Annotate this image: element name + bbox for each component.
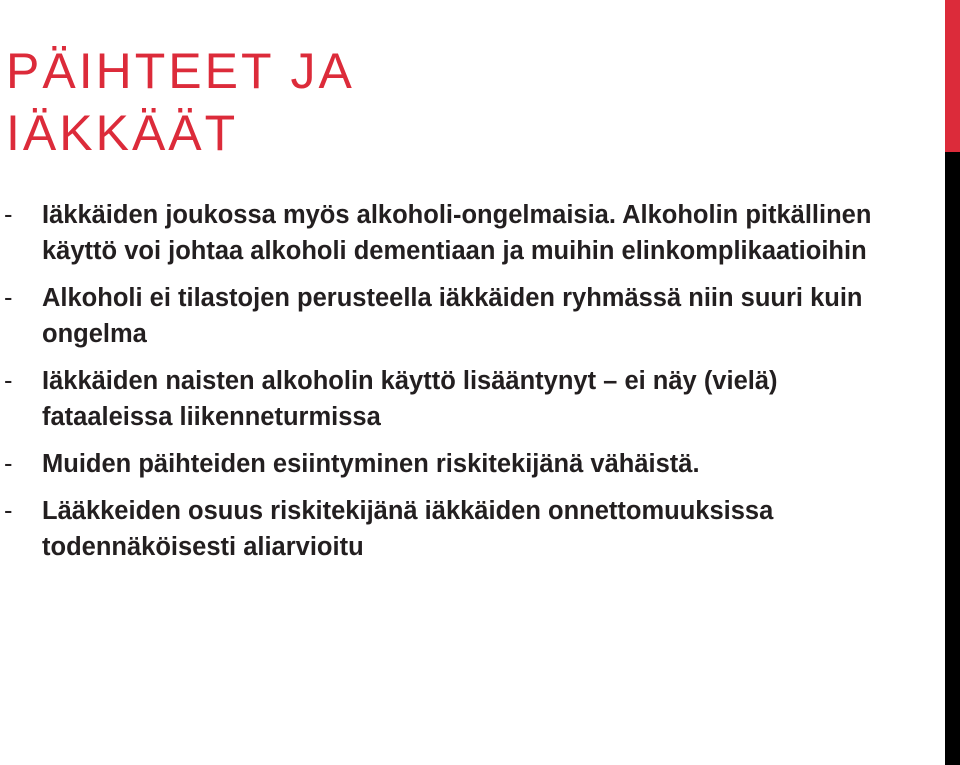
bullet-item [0,493,900,565]
slide-title-line-1: PÄIHTEET JA [6,43,355,99]
bullet-marker: - [4,497,13,525]
bullet-item [0,197,900,269]
bullet-marker: - [4,201,13,229]
accent-side-bar [945,0,960,152]
slide-title [6,40,355,164]
bullet-item [0,363,900,435]
bullet-text: Lääkkeiden osuus riskitekijänä iäkkäiden onnettomuuksissa todennäköisesti aliarvioitu [42,497,774,561]
bullet-list [0,197,900,576]
dark-side-bar [945,152,960,765]
bullet-text: Iäkkäiden joukossa myös alkoholi-ongelmaisia. Alkoholin pitkällinen käyttö voi johtaa alkoholi dementiaan ja muihin elinkomplikaatioihin [42,201,872,265]
slide-title-line-2: IÄKKÄÄT [6,105,239,161]
bullet-marker: - [4,367,13,395]
bullet-marker: - [4,284,13,312]
bullet-marker: - [4,450,13,478]
bullet-text: Iäkkäiden naisten alkoholin käyttö lisääntynyt – ei näy (vielä) fataaleissa liikenneturmissa [42,367,778,431]
bullet-item [0,446,900,482]
bullet-text: Muiden päihteiden esiintyminen riskitekijänä vähäistä. [42,450,700,478]
bullet-text: Alkoholi ei tilastojen perusteella iäkkäiden ryhmässä niin suuri kuin ongelma [42,284,863,348]
bullet-item [0,280,900,352]
